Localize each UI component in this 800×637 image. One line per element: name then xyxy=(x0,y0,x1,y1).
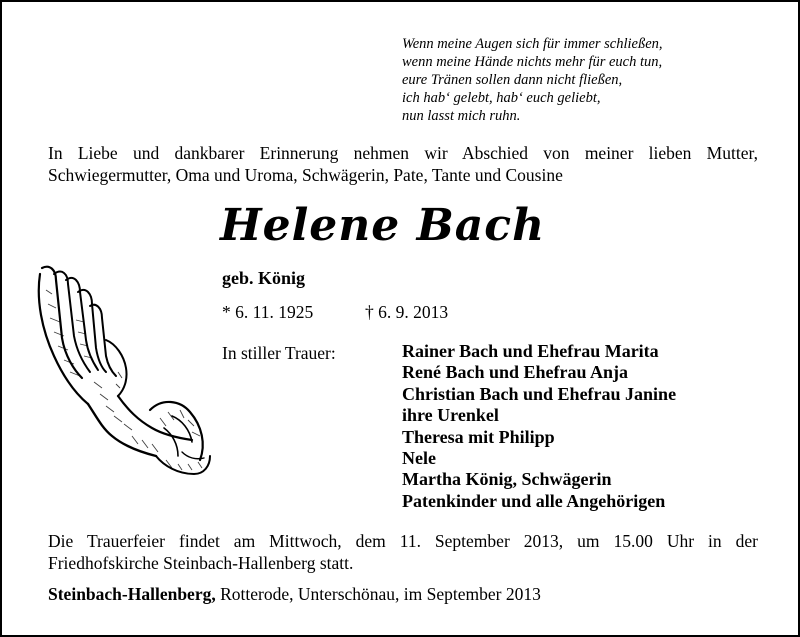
place-main: Steinbach-Hallenberg, xyxy=(48,584,216,604)
praying-hands-icon xyxy=(32,260,214,482)
death-date: † 6. 9. 2013 xyxy=(365,302,449,322)
service-line: Friedhofskirche Steinbach-Hallenberg statt. xyxy=(48,553,354,573)
memorial-poem xyxy=(402,35,663,125)
mourners-list xyxy=(402,341,676,512)
service-line: Die Trauerfeier findet am Mittwoch, dem 11. September 2013, um 15.00 Uhr in der xyxy=(48,531,758,551)
deceased-name: Helene Bach xyxy=(220,200,546,251)
mourners-label: In stiller Trauer: xyxy=(222,343,336,363)
poem-line: wenn meine Hände nichts mehr für euch tun, xyxy=(402,54,663,70)
poem-line: eure Tränen sollen dann nicht fließen, xyxy=(402,72,623,88)
mourner-entry: ihre Urenkel xyxy=(402,405,499,426)
mourner-entry: Theresa mit Philipp xyxy=(402,426,555,447)
poem-line: nun lasst mich ruhn. xyxy=(402,108,521,124)
mourner-entry: Martha König, Schwägerin xyxy=(402,469,612,490)
poem-line: ich hab‘ gelebt, hab‘ euch geliebt, xyxy=(402,90,601,106)
mourner-entry: Christian Bach und Ehefrau Janine xyxy=(402,383,677,404)
poem-line: Wenn meine Augen sich für immer schließen, xyxy=(402,36,663,52)
intro-line: Schwiegermutter, Oma und Uroma, Schwägerin, Pate, Tante und Cousine xyxy=(48,165,563,185)
mourner-entry: Nele xyxy=(402,448,436,469)
funeral-service-text xyxy=(48,530,758,574)
mourner-entry: Patenkinder und alle Angehörigen xyxy=(402,490,666,511)
place-and-date xyxy=(48,584,541,605)
mourner-entry: René Bach und Ehefrau Anja xyxy=(402,362,629,383)
intro-line: In Liebe und dankbarer Erinnerung nehmen wir Abschied von meiner lieben Mutter, xyxy=(48,143,758,163)
place-rest: Rotterode, Unterschönau, im September 2013 xyxy=(220,584,541,604)
intro-text xyxy=(48,142,758,186)
mourner-entry: Rainer Bach und Ehefrau Marita xyxy=(402,341,659,361)
maiden-name: geb. König xyxy=(222,268,306,288)
birth-date: * 6. 11. 1925 xyxy=(222,302,314,322)
